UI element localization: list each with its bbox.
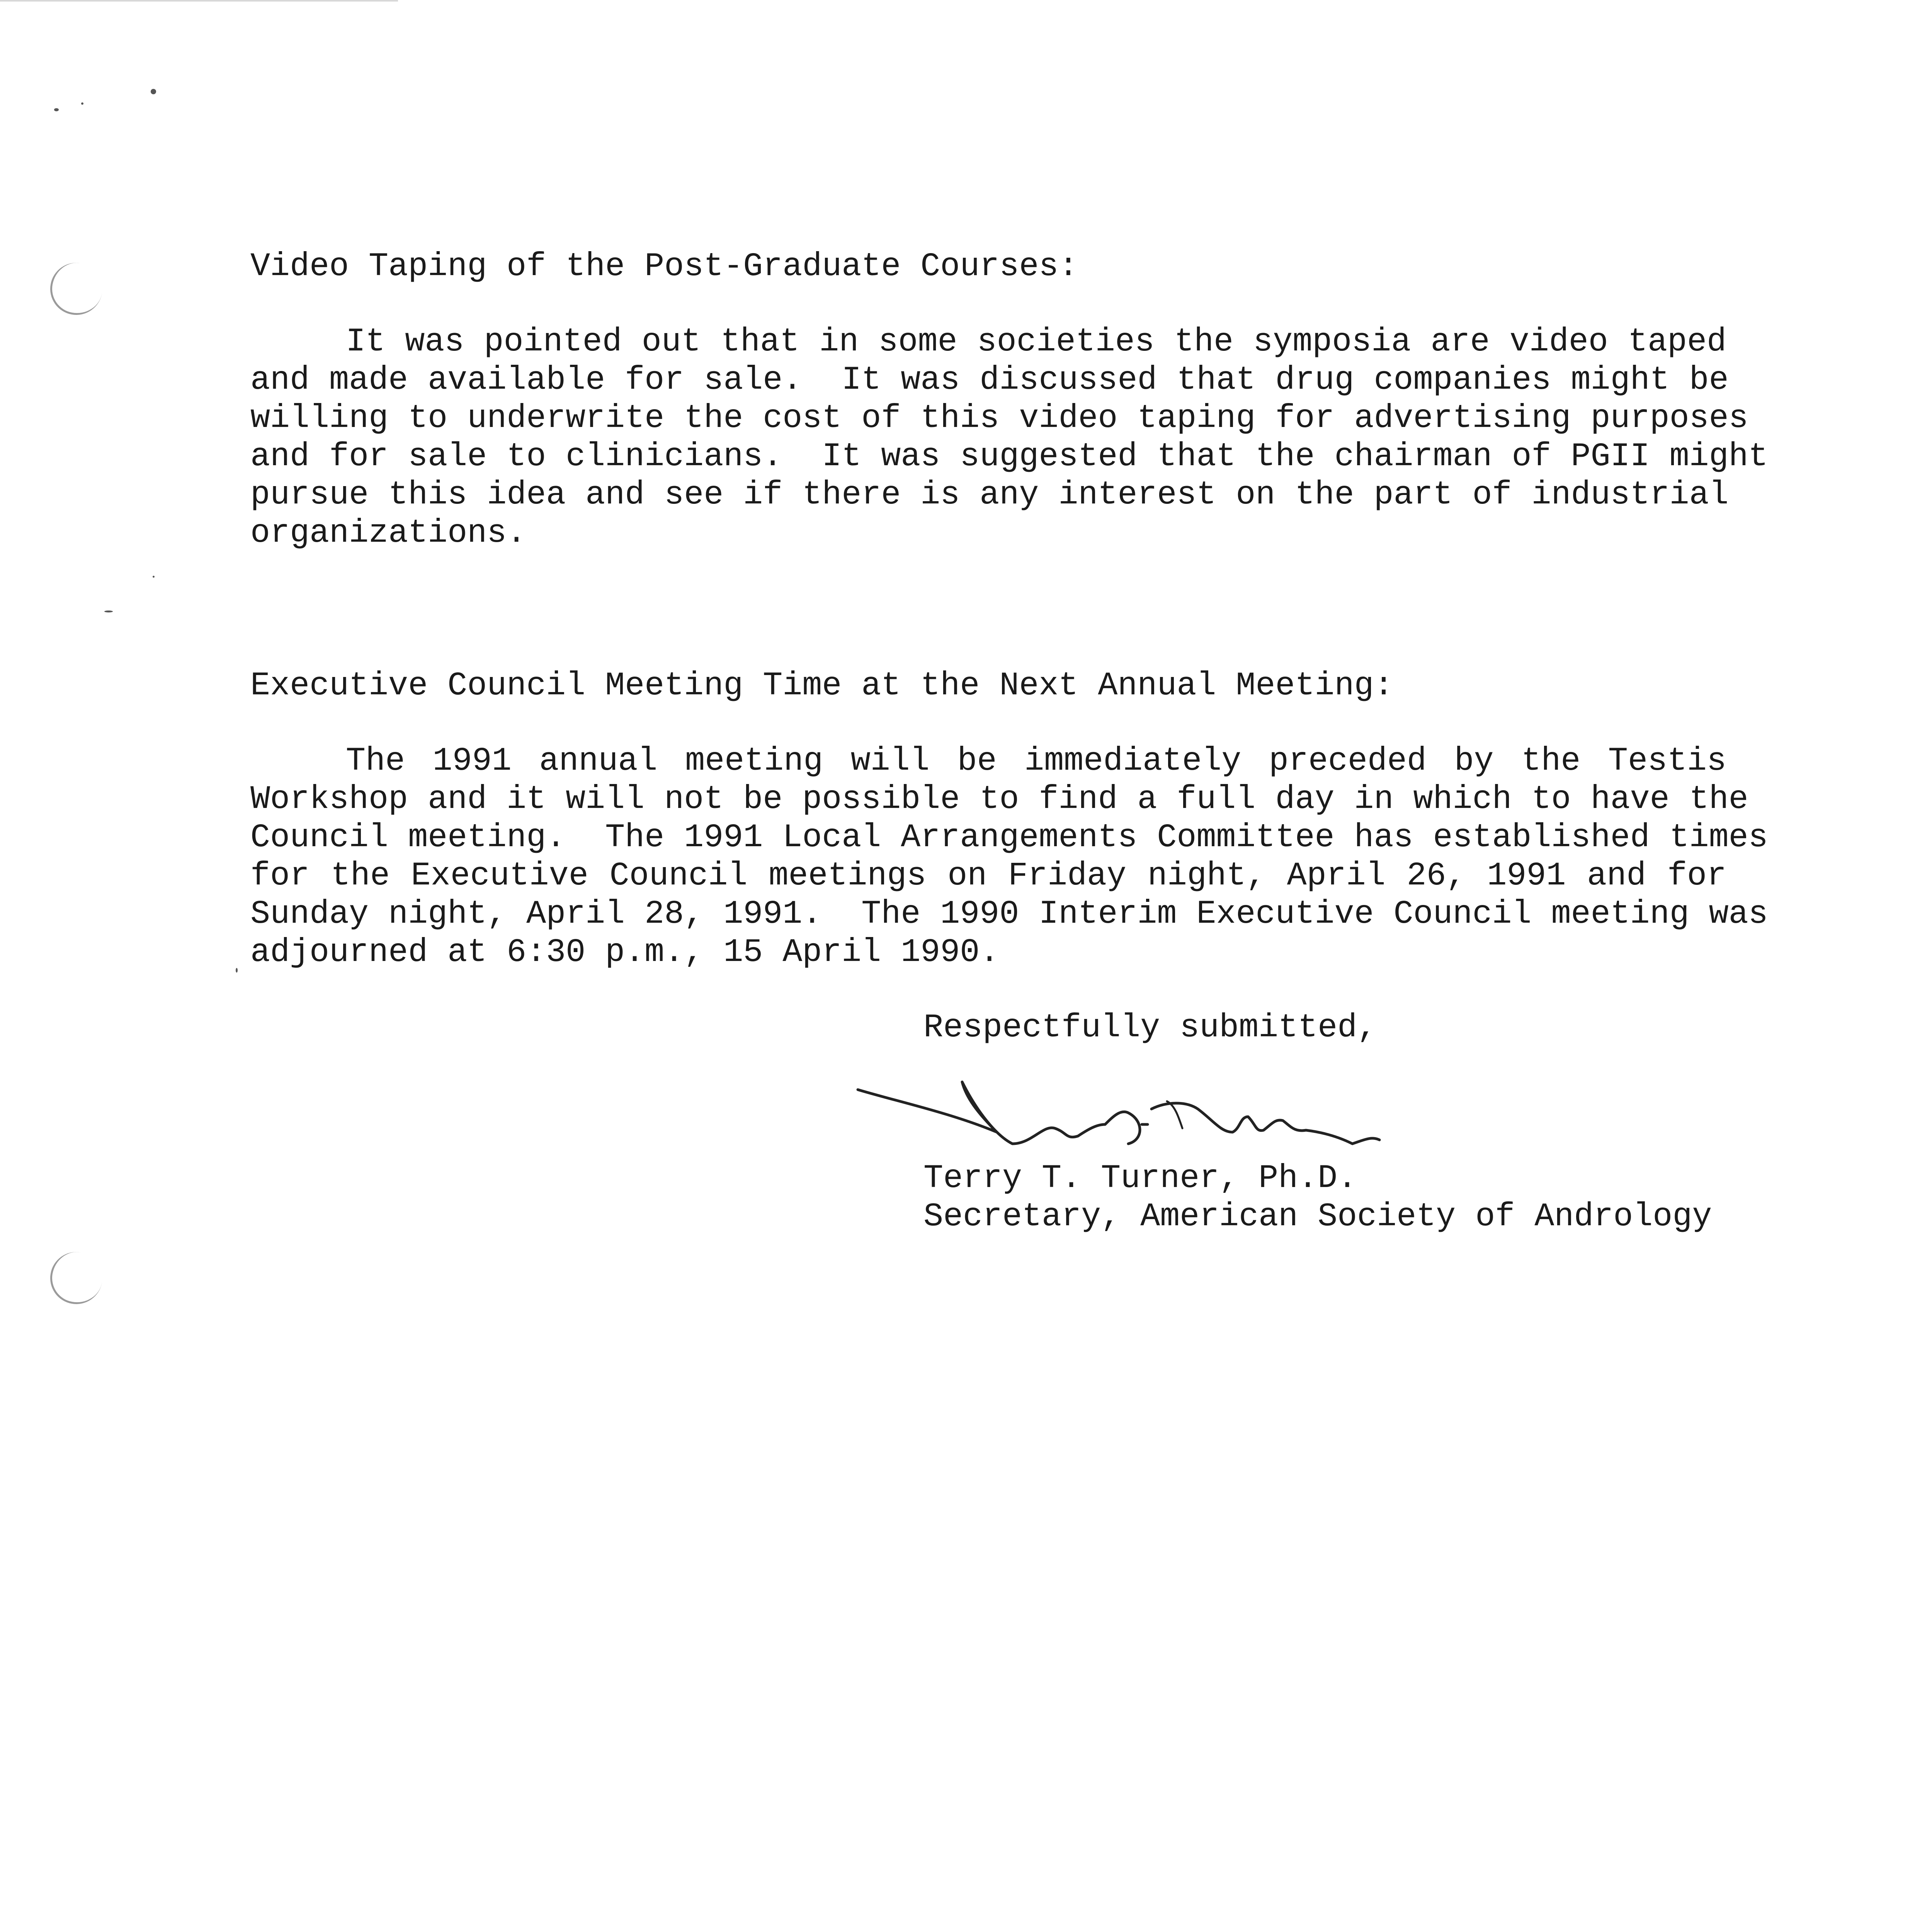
closing-salutation: Respectfully submitted, xyxy=(923,1009,1377,1046)
section-heading-video-taping: Video Taping of the Post-Graduate Courses: xyxy=(250,248,1078,285)
paragraph-line: willing to underwrite the cost of this video taping for advertising purposes xyxy=(250,400,1748,437)
paragraph-line: Sunday night, April 28, 1991. The 1990 Interim Executive Council meeting was xyxy=(250,895,1768,933)
scan-speck xyxy=(153,576,155,578)
paragraph-line: organizations. xyxy=(250,514,527,552)
scan-top-edge xyxy=(0,0,398,2)
signatory-name: Terry T. Turner, Ph.D. xyxy=(923,1160,1357,1197)
section-heading-executive-council: Executive Council Meeting Time at the Next Annual Meeting: xyxy=(250,667,1394,704)
binder-hole-mark xyxy=(46,1248,106,1308)
scan-speck xyxy=(54,108,59,111)
paragraph-line: pursue this idea and see if there is any interest on the part of industrial xyxy=(250,476,1729,514)
paragraph-line: It was pointed out that in some societies the symposia are video taped xyxy=(346,323,1726,361)
binder-hole-mark xyxy=(46,259,106,319)
scan-speck xyxy=(81,102,83,105)
scan-speck xyxy=(236,968,238,973)
scan-speck xyxy=(151,89,156,94)
paragraph-line: Workshop and it will not be possible to find a full day in which to have the xyxy=(250,781,1748,818)
paragraph-line: The 1991 annual meeting will be immediately preceded by the Testis xyxy=(346,742,1726,780)
paragraph-line: adjourned at 6:30 p.m., 15 April 1990. xyxy=(250,934,1000,971)
paragraph-line: for the Executive Council meetings on Friday night, April 26, 1991 and for xyxy=(250,857,1726,895)
paragraph-line: and made available for sale. It was discussed that drug companies might be xyxy=(250,361,1729,399)
scan-speck xyxy=(104,611,113,612)
paragraph-line: Council meeting. The 1991 Local Arrangements Committee has established times xyxy=(250,819,1768,856)
paragraph-line: and for sale to clinicians. It was suggested that the chairman of PGII might xyxy=(250,438,1768,475)
signatory-title: Secretary, American Society of Andrology xyxy=(923,1198,1712,1235)
